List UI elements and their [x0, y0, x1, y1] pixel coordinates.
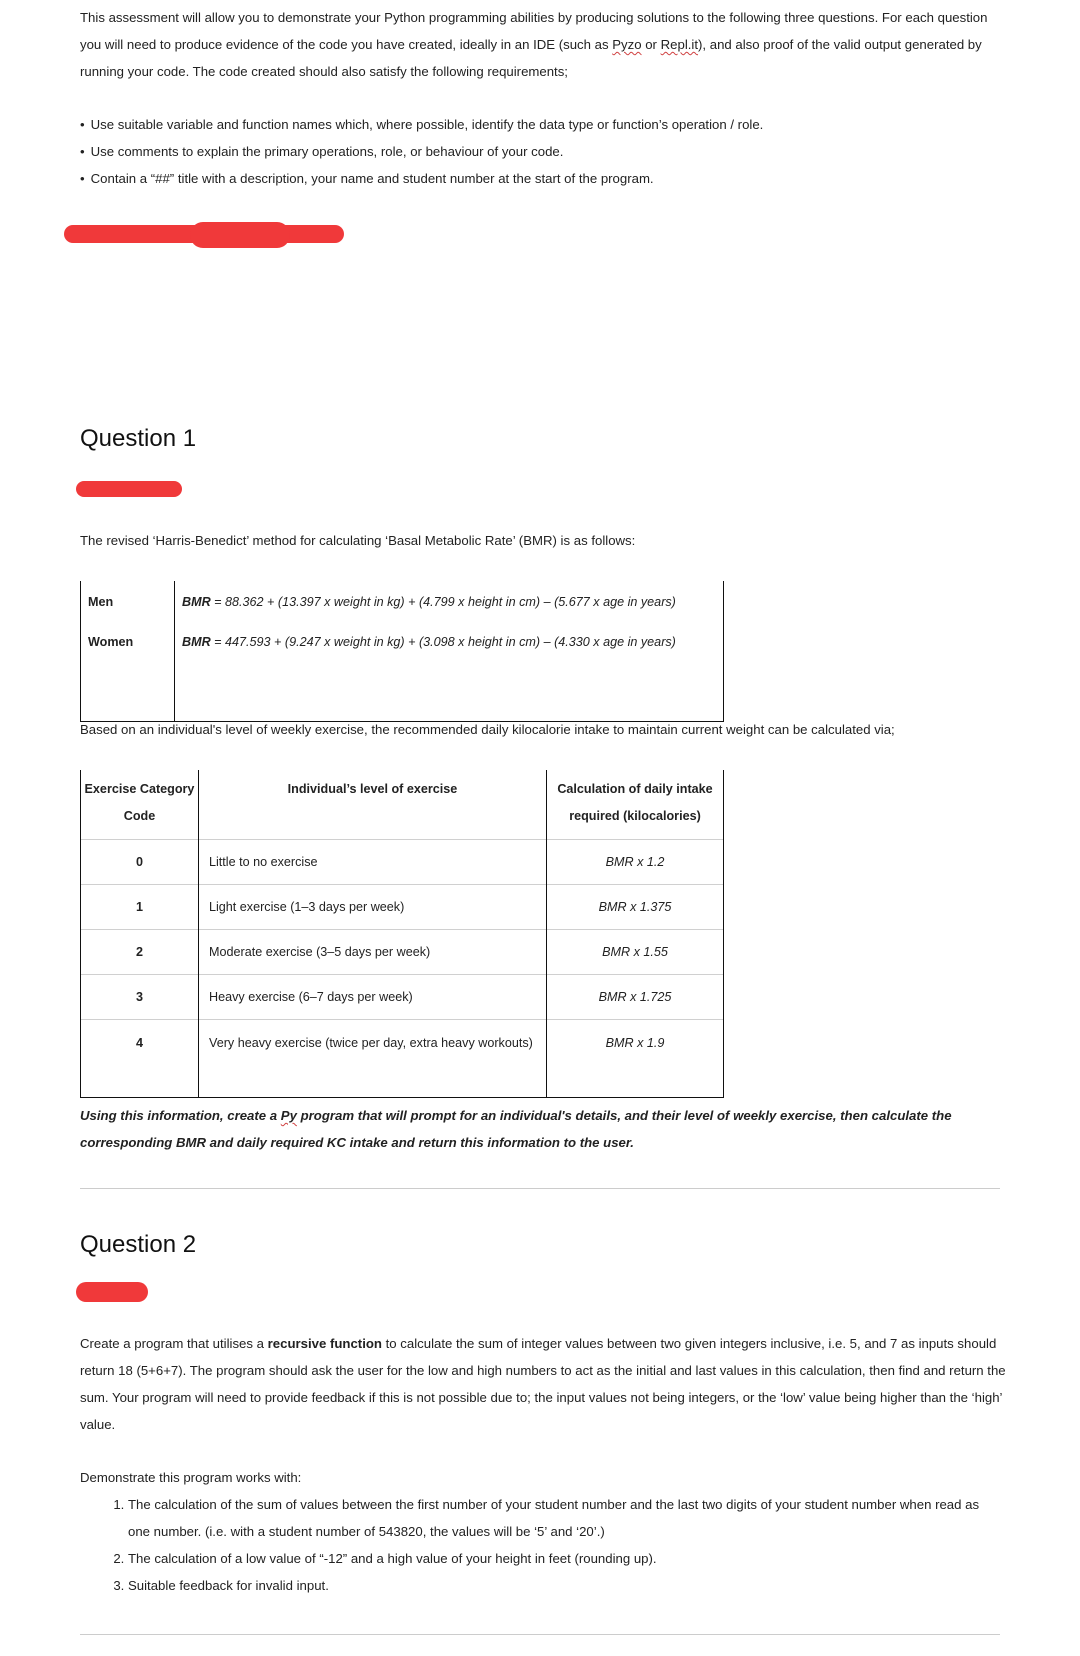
question-1-heading: Question 1 — [80, 425, 197, 452]
exercise-level: Very heavy exercise (twice per day, extra heavy workouts) — [199, 1020, 547, 1098]
bmr-formula-women: BMR = 447.593 + (9.247 x weight in kg) + (3.098 x height in cm) – (4.330 x age in years) — [175, 623, 724, 722]
exercise-code: 4 — [81, 1020, 199, 1098]
ide-name-replit: Repl.it — [660, 37, 699, 52]
column-header-calc: Calculation of daily intake required (kilocalories) — [547, 770, 724, 840]
table-row — [81, 581, 724, 623]
table-row — [81, 930, 724, 975]
ide-name-pyzo: Pyzo — [612, 37, 642, 52]
bmr-formula-table — [80, 581, 724, 722]
table-row — [81, 840, 724, 885]
requirement-item: • Use comments to explain the primary operations, role, or behaviour of your code. — [80, 138, 980, 165]
requirement-item: • Contain a “##” title with a description, your name and student number at the start of the program. — [80, 165, 980, 192]
bmr-label-women: Women — [81, 623, 175, 722]
redaction-mark — [190, 222, 290, 248]
exercise-level: Little to no exercise — [199, 840, 547, 885]
list-item: 2. The calculation of a low value of “-12” and a high value of your height in feet (rounding up). — [128, 1545, 1000, 1572]
table-header-row — [81, 770, 724, 840]
exercise-intro: Based on an individual's level of weekly exercise, the recommended daily kilocalorie intake to maintain current weight can be calculated via; — [80, 722, 895, 737]
list-item: 1. The calculation of the sum of values between the first number of your student number and the last two digits of your student number when read as one number. (i.e. with a student number of 543820, the values will be ‘5’ and ‘20’.) — [128, 1491, 1000, 1545]
requirements-list — [80, 111, 980, 192]
exercise-calc: BMR x 1.55 — [547, 930, 724, 975]
table-row — [81, 975, 724, 1020]
question-1-task: Using this information, create a Py program that will prompt for an individual's details, and their level of weekly exercise, then calculate the corresponding BMR and daily required KC intake and return this information to the user. — [80, 1108, 952, 1150]
exercise-level: Heavy exercise (6–7 days per week) — [199, 975, 547, 1020]
exercise-calc: BMR x 1.725 — [547, 975, 724, 1020]
bmr-formula-men: BMR = 88.362 + (13.397 x weight in kg) + (4.799 x height in cm) – (5.677 x age in years) — [175, 581, 724, 623]
exercise-calc: BMR x 1.9 — [547, 1020, 724, 1098]
question-2-paragraph: Create a program that utilises a recursive function to calculate the sum of integer values between two given integers inclusive, i.e. 5, and 7 as inputs should return 18 (5+6+7). The program should ask the user for the low and high numbers to act as the initial and last values in this calculation, then find and return the sum. Your program will need to provide feedback if this is not possible due to; the input values not being integers, or the ‘low’ value being higher than the ‘high’ value. — [80, 1336, 1006, 1432]
requirement-item: • Use suitable variable and function names which, where possible, identify the data type or function’s operation / role. — [80, 111, 980, 138]
column-header-code: Exercise Category Code — [81, 770, 199, 840]
demo-list — [80, 1491, 1000, 1599]
exercise-calc: BMR x 1.2 — [547, 840, 724, 885]
exercise-code: 2 — [81, 930, 199, 975]
exercise-code: 1 — [81, 885, 199, 930]
table-row — [81, 885, 724, 930]
table-row — [81, 623, 724, 722]
bmr-intro: The revised ‘Harris-Benedict’ method for calculating ‘Basal Metabolic Rate’ (BMR) is as follows: — [80, 533, 636, 548]
section-divider — [80, 1188, 1000, 1189]
list-item: 3. Suitable feedback for invalid input. — [128, 1572, 1000, 1599]
exercise-level: Light exercise (1–3 days per week) — [199, 885, 547, 930]
redaction-mark — [76, 481, 182, 497]
bmr-label-men: Men — [81, 581, 175, 623]
column-header-level: Individual’s level of exercise — [199, 770, 547, 840]
section-divider — [80, 1634, 1000, 1635]
table-row — [81, 1020, 724, 1098]
exercise-level: Moderate exercise (3–5 days per week) — [199, 930, 547, 975]
exercise-code: 3 — [81, 975, 199, 1020]
demo-section — [80, 1464, 1000, 1599]
intro-paragraph: This assessment will allow you to demonstrate your Python programming abilities by producing solutions to the following three questions. For each question you will need to produce evidence of the code you have created, ideally in an IDE (such as Pyzo or Repl.it), and also proof of the valid output generated by running your code. The code created should also satisfy the following requirements; — [80, 10, 988, 79]
exercise-table — [80, 770, 724, 1098]
demo-intro: Demonstrate this program works with: — [80, 1470, 302, 1485]
redaction-mark — [76, 1282, 148, 1302]
question-2-heading: Question 2 — [80, 1231, 197, 1258]
exercise-code: 0 — [81, 840, 199, 885]
exercise-calc: BMR x 1.375 — [547, 885, 724, 930]
